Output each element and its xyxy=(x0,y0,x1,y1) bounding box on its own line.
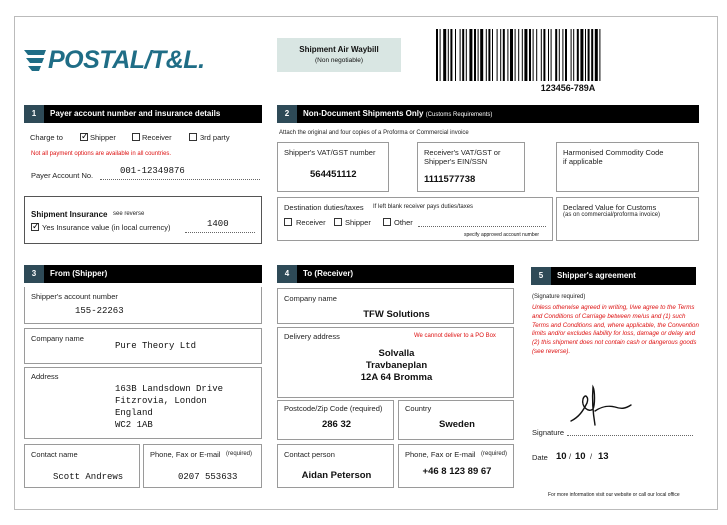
barcode-bar xyxy=(466,29,467,81)
shipper-address-box xyxy=(24,367,262,439)
duties-box xyxy=(277,197,553,241)
attach-note: Attach the original and four copies of a Proforma or Commercial invoice xyxy=(279,130,469,136)
company-logo xyxy=(24,44,205,78)
shipper-vat-value[interactable]: 564451112 xyxy=(310,169,357,180)
duties-label: Destination duties/taxes xyxy=(284,203,364,212)
delivery-address-label: Delivery address xyxy=(284,332,340,341)
shipper-phone-label: Phone, Fax or E-mail xyxy=(150,450,221,459)
shipper-address-line-1[interactable]: 163B Landsdown Drive xyxy=(115,384,224,394)
duties-shipper-label: Shipper xyxy=(345,218,371,227)
receiver-company-value[interactable]: TFW Solutions xyxy=(363,309,430,320)
barcode-bar xyxy=(543,29,545,81)
date-day[interactable]: 10 xyxy=(556,451,567,462)
receiver-vat-box xyxy=(417,142,525,192)
barcode-bar xyxy=(599,29,600,81)
shipper-contact-value[interactable]: Scott Andrews xyxy=(53,472,124,482)
barcode-bar xyxy=(536,29,537,81)
barcode-bar xyxy=(595,29,598,81)
duties-note: If left blank receiver pays duties/taxes xyxy=(373,204,474,210)
postcode-box xyxy=(277,400,394,440)
insurance-option-label: Yes Insurance value (in local currency) xyxy=(42,223,171,232)
insurance-see-reverse: see reverse xyxy=(113,211,145,217)
barcode-bar xyxy=(533,29,534,81)
duties-other-line xyxy=(418,226,546,227)
duties-other-checkbox[interactable] xyxy=(383,218,391,226)
section-3-title: From (Shipper) xyxy=(44,265,262,283)
date-sep-2: / xyxy=(590,452,593,461)
barcode-bar xyxy=(588,29,590,81)
waybill-title: Shipment Air Waybill xyxy=(299,45,379,54)
shipper-address-line-3[interactable]: England xyxy=(115,408,153,418)
date-month[interactable]: 10 xyxy=(575,451,586,462)
section-2-number: 2 xyxy=(277,105,297,123)
logo-text: POSTAL/T&L. xyxy=(48,46,205,74)
date-label: Date xyxy=(532,453,548,462)
signature-scribble xyxy=(565,383,635,431)
country-label: Country xyxy=(405,404,432,413)
charge-third-party-label: 3rd party xyxy=(200,133,230,142)
receiver-vat-label-2: Shipper's EIN/SSN xyxy=(424,157,488,166)
barcode-bar xyxy=(577,29,579,81)
barcode-bar xyxy=(548,29,549,81)
charge-shipper-label: Shipper xyxy=(90,133,116,142)
receiver-contact-value[interactable]: Aidan Peterson xyxy=(301,470,372,481)
barcode-bar xyxy=(507,29,508,81)
barcode-bar xyxy=(510,29,513,81)
barcode xyxy=(436,29,700,81)
receiver-vat-label-1: Receiver's VAT/GST or xyxy=(424,148,501,157)
date-sep-1: / xyxy=(569,452,572,461)
shipper-company-box xyxy=(24,328,262,364)
shipper-contact-label: Contact name xyxy=(31,450,78,459)
charge-shipper-checkbox[interactable] xyxy=(80,133,88,141)
barcode-bar xyxy=(518,29,519,81)
receiver-company-box xyxy=(277,288,514,324)
shipper-address-line-2[interactable]: Fitzrovia, London xyxy=(115,396,207,406)
barcode-bar xyxy=(529,29,531,81)
declared-value-box xyxy=(556,197,699,241)
section-2-title-note: (Customs Requirements) xyxy=(425,112,493,118)
insurance-yes-checkbox[interactable] xyxy=(31,223,39,231)
insurance-line xyxy=(185,232,255,233)
charge-receiver-label: Receiver xyxy=(142,133,172,142)
declared-value-label: Declared Value for Customs xyxy=(563,203,657,212)
waybill-subtitle: (Non negotiable) xyxy=(314,57,364,64)
duties-other-label: Other xyxy=(394,218,413,227)
section-3-number: 3 xyxy=(24,265,44,283)
barcode-bar xyxy=(478,29,479,81)
po-box-note: We cannot deliver to a PO Box xyxy=(414,333,496,339)
hcc-label-1: Harmonised Commodity Code xyxy=(563,148,664,157)
charge-third-party-checkbox[interactable] xyxy=(189,133,197,141)
section-4-title: To (Receiver) xyxy=(297,265,514,283)
barcode-bar xyxy=(460,29,461,81)
receiver-contact-box xyxy=(277,444,394,488)
approved-account-note: specify approved account number xyxy=(464,232,540,238)
receiver-phone-label: Phone, Fax or E-mail xyxy=(405,450,476,459)
barcode-bar xyxy=(573,29,574,81)
duties-shipper-checkbox[interactable] xyxy=(334,218,342,226)
shipper-vat-label: Shipper's VAT/GST number xyxy=(284,148,376,157)
delivery-line-3[interactable]: 12A 64 Bromma xyxy=(360,372,433,383)
shipper-company-label: Company name xyxy=(31,334,84,343)
receiver-phone-value[interactable]: +46 8 123 89 67 xyxy=(422,466,492,477)
barcode-bar xyxy=(524,29,527,81)
delivery-line-1[interactable]: Solvalla xyxy=(378,348,415,359)
section-4-number: 4 xyxy=(277,265,297,283)
barcode-bar xyxy=(559,29,560,81)
section-2-header xyxy=(297,105,699,123)
charge-to-label: Charge to xyxy=(30,133,63,142)
waybill-title-box xyxy=(277,38,401,72)
barcode-bar xyxy=(515,29,516,81)
insurance-value[interactable]: 1400 xyxy=(207,219,229,229)
barcode-bar xyxy=(503,29,505,81)
barcode-bar xyxy=(585,29,586,81)
insurance-title: Shipment Insurance xyxy=(31,210,108,219)
barcode-bar xyxy=(497,29,498,81)
barcode-bar xyxy=(555,29,557,81)
barcode-bar xyxy=(486,29,487,81)
agreement-text: Unless otherwise agreed in writing, I/we agree to the Terms and Conditions of Carriage between me/us and (1) such Terms and Conditions and, where applicable, the Convention limits and/or excludes liability for loss, damage or delay and (2) this shipment does not contain cash or dangerous goods (see reverse). xyxy=(532,304,699,355)
charge-receiver-checkbox[interactable] xyxy=(132,133,140,141)
hcc-label-2: if applicable xyxy=(563,157,603,166)
declared-value-note: (as on commercial/proforma invoice) xyxy=(563,212,661,218)
payer-account-line xyxy=(100,179,260,180)
shipper-phone-required: (required) xyxy=(226,451,253,457)
section-5-number: 5 xyxy=(531,267,551,285)
section-1-title: Payer account number and insurance details xyxy=(44,105,262,123)
barcode-bar xyxy=(565,29,567,81)
barcode-bar xyxy=(436,29,438,81)
barcode-bar xyxy=(492,29,493,81)
signature-line xyxy=(567,435,693,436)
shipper-vat-box xyxy=(277,142,389,192)
barcode-bar xyxy=(522,29,523,81)
postcode-label: Postcode/Zip Code (required) xyxy=(284,404,383,413)
country-value[interactable]: Sweden xyxy=(439,419,475,430)
duties-receiver-checkbox[interactable] xyxy=(284,218,292,226)
date-year[interactable]: 13 xyxy=(598,451,609,462)
barcode-bar xyxy=(562,29,563,81)
barcode-bar xyxy=(580,29,583,81)
receiver-phone-box xyxy=(398,444,514,488)
section-1-number: 1 xyxy=(24,105,44,123)
section-5-title: Shipper's agreement xyxy=(551,267,696,285)
barcode-bar xyxy=(440,29,441,81)
shipper-account-value[interactable]: 155-22263 xyxy=(75,306,124,316)
barcode-bar xyxy=(551,29,552,81)
barcode-bar xyxy=(448,29,449,81)
barcode-bar xyxy=(500,29,501,81)
barcode-bar xyxy=(541,29,542,81)
barcode-bar xyxy=(469,29,472,81)
delivery-line-2[interactable]: Travbaneplan xyxy=(365,360,428,371)
section-2-title: Non-Document Shipments Only xyxy=(303,109,424,118)
signature-required-note: (Signature required) xyxy=(532,294,586,300)
shipper-phone-value[interactable]: 0207 553633 xyxy=(178,472,238,482)
logo-wing-icon xyxy=(24,46,50,74)
barcode-bar xyxy=(480,29,483,81)
payment-note: Not all payment options are available in all countries. xyxy=(31,151,172,157)
barcode-number: 123456-789A xyxy=(540,83,596,93)
duties-receiver-label: Receiver xyxy=(296,218,326,227)
receiver-phone-required: (required) xyxy=(481,451,508,457)
barcode-bar xyxy=(591,29,593,81)
receiver-address-box xyxy=(277,327,514,398)
receiver-company-label: Company name xyxy=(284,294,337,303)
barcode-bar xyxy=(488,29,490,81)
footer-note: For more information visit our website or call our local office xyxy=(548,492,680,498)
payer-account-value[interactable]: 001-12349876 xyxy=(120,166,185,176)
receiver-vat-value[interactable]: 1111577738 xyxy=(424,174,476,185)
receiver-contact-label: Contact person xyxy=(284,450,335,459)
shipper-account-box xyxy=(24,287,262,324)
payer-account-label: Payer Account No. xyxy=(31,171,94,180)
shipper-address-line-4[interactable]: WC2 1AB xyxy=(115,420,153,430)
shipper-account-label: Shipper's account number xyxy=(31,292,118,301)
barcode-bar xyxy=(462,29,464,81)
shipper-company-value[interactable]: Pure Theory Ltd xyxy=(115,341,197,351)
country-box xyxy=(398,400,514,440)
barcode-bar xyxy=(443,29,446,81)
barcode-bar xyxy=(450,29,452,81)
barcode-bar xyxy=(474,29,476,81)
shipper-phone-box xyxy=(143,444,262,488)
insurance-box xyxy=(24,196,262,244)
shipper-contact-box xyxy=(24,444,140,488)
signature-label: Signature xyxy=(532,428,565,437)
shipper-address-label: Address xyxy=(31,372,59,381)
hcc-box xyxy=(556,142,699,192)
postcode-value[interactable]: 286 32 xyxy=(321,419,352,430)
barcode-bar xyxy=(455,29,456,81)
barcode-bar xyxy=(571,29,572,81)
